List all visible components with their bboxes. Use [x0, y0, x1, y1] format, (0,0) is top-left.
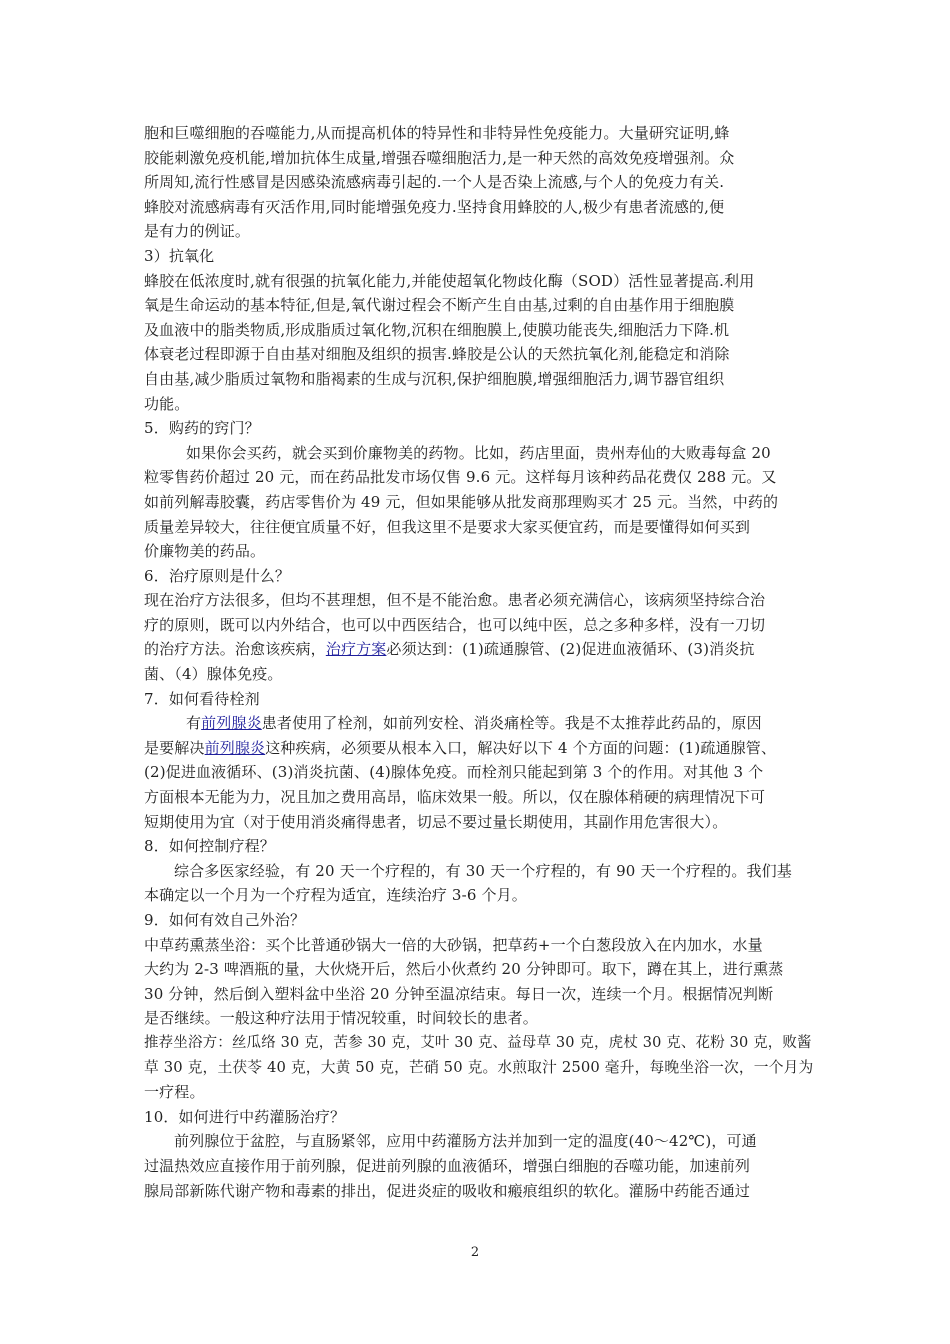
text-span: 患者使用了栓剂，如前列安栓、消炎痛栓等。我是不太推荐此药品的，原因 [261, 714, 762, 733]
text-line: 推荐坐浴方：丝瓜络 30 克，苦参 30 克，艾叶 30 克、益母草 30 克，虎杖 30 克、花粉 30 克，败酱 [144, 1034, 812, 1051]
text-line: (2)促进血液循环、(3)消炎抗菌、(4)腺体免疫。而栓剂只能起到第 3 个的作用。对其他 3 个 [144, 763, 764, 782]
text-line: 质量差异较大，往往便宜质量不好，但我这里不是要求大家买便宜药，而是要懂得如何买到 [144, 517, 751, 536]
text-line: 疗的原则，既可以内外结合，也可以中西医结合，也可以纯中医，总之多种多样，没有一刀切 [144, 615, 766, 634]
text-line: 氧是生命运动的基本特征,但是,氧代谢过程会不断产生自由基,过剩的自由基作用于细胞膜 [144, 296, 735, 315]
section-heading: 8．如何控制疗程？ [144, 837, 275, 856]
text-line: 所周知,流行性感冒是因感染流感病毒引起的.一个人是否染上流感,与个人的免疫力有关. [144, 173, 725, 192]
text-line: 现在治疗方法很多，但均不甚理想，但不是不能治愈。患者必须充满信心，该病须坚持综合治 [144, 591, 766, 610]
text-line: 是有力的例证。 [144, 222, 251, 241]
text-line: 价廉物美的药品。 [144, 542, 266, 561]
prostatitis-link[interactable]: 前列腺炎 [201, 714, 262, 733]
text-line: 一疗程。 [144, 1083, 205, 1102]
text-line: 胞和巨噬细胞的吞噬能力,从而提高机体的特异性和非特异性免疫能力。大量研究证明,蜂 [144, 124, 730, 142]
section-heading: 7．如何看待栓剂 [144, 689, 260, 708]
section-heading: 5．购药的窍门？ [144, 419, 260, 438]
text-line: 本确定以一个月为一个疗程为适宜，连续治疗 3-6 个月。 [144, 886, 527, 905]
section-heading: 9．如何有效自己外治？ [144, 911, 306, 929]
text-span: 有 [186, 714, 202, 733]
text-line: 功能。 [144, 394, 190, 413]
text-line: 菌、（4）腺体免疫。 [144, 665, 283, 684]
text-line: 30 分钟，然后倒入塑料盆中坐浴 20 分钟至温凉结束。每日一次，连续一个月。根据情况判断 [144, 984, 774, 1003]
text-line: 蜂胶在低浓度时,就有很强的抗氧化能力,并能使超氧化物歧化酶（SOD）活性显著提高.利用 [144, 271, 755, 290]
page-number: 2 [470, 1245, 480, 1260]
text-line: 及血液中的脂类物质,形成脂质过氧化物,沉积在细胞膜上,使膜功能丧失,细胞活力下降.机 [144, 320, 730, 339]
section-heading: 10．如何进行中药灌肠治疗？ [144, 1107, 346, 1126]
text-line: 过温热效应直接作用于前列腺，促进前列腺的血液循环，增强白细胞的吞噬功能，加速前列 [144, 1156, 751, 1175]
text-line: 是否继续。一般这种疗法用于情况较重，时间较长的患者。 [144, 1009, 538, 1028]
text-line: 蜂胶对流感病毒有灭活作用,同时能增强免疫力.坚持食用蜂胶的人,极少有患者流感的,便 [144, 197, 725, 216]
treatment-plan-link[interactable]: 治疗方案 [325, 640, 387, 659]
text-span: 必须达到：(1)疏通腺管、(2)促进血液循环、(3)消炎抗 [386, 640, 755, 659]
text-span: 的治疗方法。治愈该疾病， [144, 640, 326, 659]
text-line: 如果你会买药，就会买到价廉物美的药物。比如，药店里面，贵州寿仙的大败毒每盒 20 [186, 443, 771, 462]
section-heading: 3）抗氧化 [144, 246, 215, 265]
text-line: 草 30 克，土茯苓 40 克，大黄 50 克，芒硝 50 克。水煎取汁 2500 毫升，每晚坐浴一次，一个月为 [144, 1058, 814, 1076]
text-line [144, 711, 814, 736]
text-line: 胶能刺激免疫机能,增加抗体生成量,增强吞噬细胞活力,是一种天然的高效免疫增强剂。众 [144, 148, 735, 167]
text-line: 综合多医家经验，有 20 天一个疗程的，有 30 天一个疗程的，有 90 天一个疗程的。我们基 [174, 861, 792, 880]
text-line: 短期使用为宜（对于使用消炎痛得患者，切忌不要过量长期使用，其副作用危害很大）。 [144, 812, 728, 831]
text-line: 体衰老过程即源于自由基对细胞及组织的损害.蜂胶是公认的天然抗氧化剂,能稳定和消除 [144, 345, 730, 364]
text-line: 方面根本无能为力，况且加之费用高昂，临床效果一般。所以，仅在腺体稍硬的病理情况下可 [144, 788, 766, 807]
text-line: 如前列解毒胶囊，药店零售价为 49 元，但如果能够从批发商那理购买才 25 元。当然，中药的 [144, 492, 779, 511]
text-line [144, 637, 814, 662]
text-line: 中草药熏蒸坐浴：买个比普通砂锅大一倍的大砂锅，把草药+一个白葱段放入在内加水，水量 [144, 935, 763, 954]
text-line [144, 736, 814, 761]
text-line: 大约为 2-3 啤酒瓶的量，大伙烧开后，然后小伙煮约 20 分钟即可。取下，蹲在其上，进行熏蒸 [144, 960, 784, 979]
text-line: 粒零售药价超过 20 元，而在药品批发市场仅售 9.6 元。这样每月该种药品花费仅 288 元。又 [144, 468, 777, 487]
text-span: 是要解决 [144, 738, 205, 757]
text-line: 自由基,减少脂质过氧物和脂褐素的生成与沉积,保护细胞膜,增强细胞活力,调节器官组织 [144, 369, 725, 388]
document-page [144, 121, 814, 1203]
text-line: 前列腺位于盆腔，与直肠紧邻，应用中药灌肠方法并加到一定的温度(40～42℃)，可通 [174, 1132, 757, 1151]
section-heading: 6．治疗原则是什么？ [144, 566, 291, 585]
text-line: 腺局部新陈代谢产物和毒素的排出，促进炎症的吸收和瘢痕组织的软化。灌肠中药能否通过 [144, 1181, 751, 1200]
text-span: 这种疾病，必须要从根本入口，解决好以下 4 个方面的问题：(1)疏通腺管、 [265, 738, 777, 757]
prostatitis-link[interactable]: 前列腺炎 [204, 738, 266, 757]
